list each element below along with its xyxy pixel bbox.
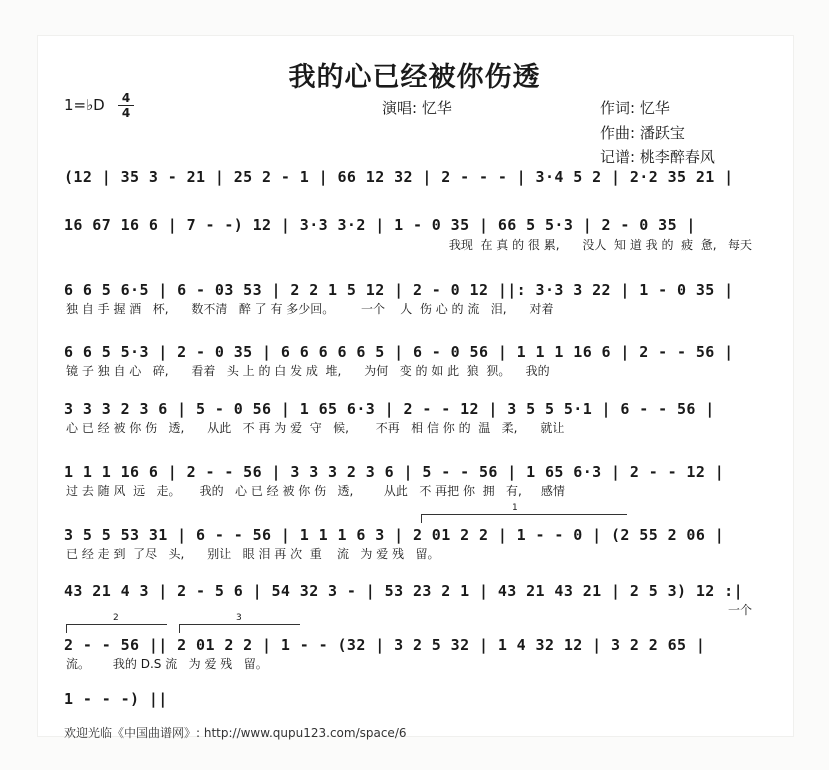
footer-source-note: 欢迎光临《中国曲谱网》: http://www.qupu123.com/space/6 [64,726,407,740]
notation-line-6: 1 1 1 16 6 | 2 - - 56 | 3 3 3 2 3 6 | 5 - - 56 | 1 65 6·3 | 2 - - 12 | [64,463,725,481]
lyricist-credit: 作词: 忆华 [600,99,670,117]
song-title: 我的心已经被你伤透 [288,62,541,93]
time-signature [118,92,134,119]
notation-line-4: 6 6 5 5·3 | 2 - 0 35 | 6 6 6 6 6 5 | 6 - 0 56 | 1 1 1 16 6 | 2 - - 56 | [64,343,734,361]
transcriber-credit: 记谱: 桃李醉春风 [600,148,715,166]
lyric-line-5: 心 已 经 被 你 伤 透, 从此 不 再 为 爱 守 候, 不再 相 信 你 的 温 柔, 就让 [66,421,565,435]
lyric-line-8: 一个 [727,603,752,617]
notation-line-2: 16 67 16 6 | 7 - -) 12 | 3·3 3·2 | 1 - 0 35 | 66 5 5·3 | 2 - 0 35 | [64,216,696,234]
meter-bottom: 4 [121,106,131,120]
second-ending-bracket: 2 [66,624,167,633]
lyric-line-3: 独 自 手 握 酒 杯, 数不清 醉 了 有 多少回。 一个 人 伤 心 的 流 泪, 对着 [66,302,554,316]
notation-line-7: 3 5 5 53 31 | 6 - - 56 | 1 1 1 6 3 | 2 01 2 2 | 1 - - 0 | (2 55 2 06 | [64,526,725,544]
notation-line-1: (12 | 35 3 - 21 | 25 2 - 1 | 66 12 32 | 2 - - - | 3·4 5 2 | 2·2 35 21 | [64,168,734,186]
third-ending-bracket: 3 [179,624,300,633]
notation-line-9: 2 - - 56 || 2 01 2 2 | 1 - - (32 | 3 2 5 32 | 1 4 32 12 | 3 2 2 65 | [64,636,706,654]
lyric-line-9: 流。 我的 D.S 流 为 爱 残 留。 [66,657,268,671]
first-ending-bracket: 1 [421,514,627,523]
lyric-line-6: 过 去 随 风 远 走。 我的 心 已 经 被 你 伤 透, 从此 不 再把 你 拥 有, 感情 [66,484,565,498]
singer-credit: 演唱: 忆华 [382,99,452,117]
lyric-line-7: 已 经 走 到 了尽 头, 别让 眼 泪 再 次 重 流 为 爱 残 留。 [66,547,440,561]
composer-credit: 作曲: 潘跃宝 [600,124,685,142]
meter-top: 4 [121,91,131,105]
key-signature: 1=♭D [64,96,105,114]
notation-line-3: 6 6 5 6·5 | 6 - 03 53 | 2 2 1 5 12 | 2 - 0 12 ||: 3·3 3 22 | 1 - 0 35 | [64,281,734,299]
notation-line-10: 1 - - -) || [64,690,168,708]
lyric-line-2: 我现 在 真 的 很 累, 没人 知 道 我 的 疲 惫, 每天 [448,238,752,252]
notation-line-5: 3 3 3 2 3 6 | 5 - 0 56 | 1 65 6·3 | 2 - - 12 | 3 5 5 5·1 | 6 - - 56 | [64,400,715,418]
notation-line-8: 43 21 4 3 | 2 - 5 6 | 54 32 3 - | 53 23 2 1 | 43 21 43 21 | 2 5 3) 12 :| [64,582,744,600]
lyric-line-4: 镜 子 独 自 心 碎, 看着 头 上 的 白 发 成 堆, 为何 变 的 如 此 狼 狈。 我的 [66,364,550,378]
